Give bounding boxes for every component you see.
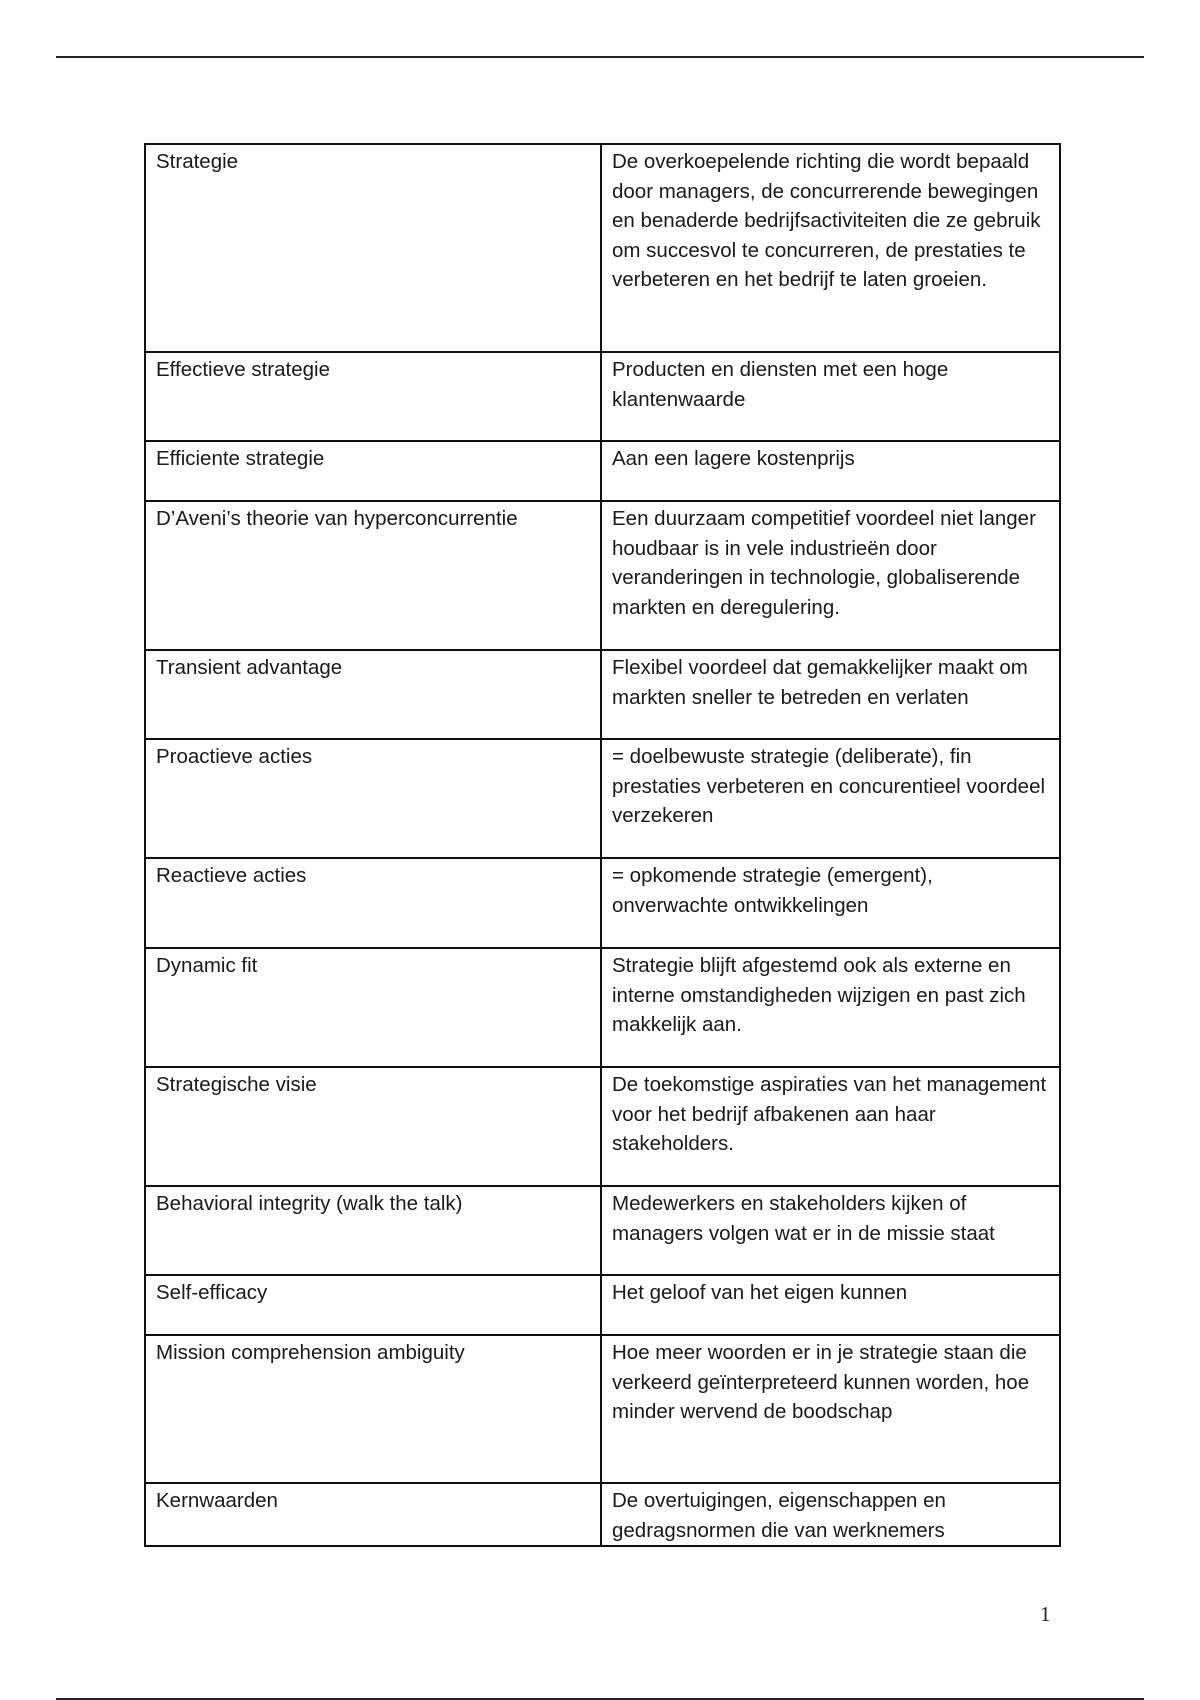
definition-cell: Aan een lagere kostenprijs: [601, 441, 1060, 501]
table-row: [145, 948, 1060, 1067]
table-row: [145, 144, 1060, 352]
table-row: [145, 1483, 1060, 1546]
term-cell: Kernwaarden: [145, 1483, 601, 1546]
term-cell: Reactieve acties: [145, 858, 601, 948]
term-cell: Self-efficacy: [145, 1275, 601, 1335]
table-row: [145, 650, 1060, 739]
definition-cell: Medewerkers en stakeholders kijken of managers volgen wat er in de missie staat: [601, 1186, 1060, 1275]
table-row: [145, 441, 1060, 501]
term-cell: Behavioral integrity (walk the talk): [145, 1186, 601, 1275]
definition-cell: De toekomstige aspiraties van het management voor het bedrijf afbakenen aan haar stakeholders.: [601, 1067, 1060, 1186]
term-cell: Transient advantage: [145, 650, 601, 739]
table-row: [145, 1335, 1060, 1483]
table-row: [145, 1186, 1060, 1275]
table-row: [145, 352, 1060, 441]
definition-cell: Strategie blijft afgestemd ook als externe en interne omstandigheden wijzigen en past zich makkelijk aan.: [601, 948, 1060, 1067]
glossary-table: [144, 143, 1061, 1547]
definition-cell: De overtuigingen, eigenschappen en gedragsnormen die van werknemers: [601, 1483, 1060, 1546]
definition-cell: = opkomende strategie (emergent), onverwachte ontwikkelingen: [601, 858, 1060, 948]
term-cell: Mission comprehension ambiguity: [145, 1335, 601, 1483]
term-cell: Strategische visie: [145, 1067, 601, 1186]
term-cell: D’Aveni’s theorie van hyperconcurrentie: [145, 501, 601, 650]
page-number: 1: [1040, 1602, 1051, 1626]
definition-cell: Producten en diensten met een hoge klantenwaarde: [601, 352, 1060, 441]
table-row: [145, 1275, 1060, 1335]
term-cell: Effectieve strategie: [145, 352, 601, 441]
header-rule: [56, 56, 1144, 58]
term-cell: Strategie: [145, 144, 601, 352]
table-row: [145, 739, 1060, 858]
definition-cell: De overkoepelende richting die wordt bepaald door managers, de concurrerende bewegingen en benaderde bedrijfsactiviteiten die ze gebruik om succesvol te concurreren, de prestaties te verbeteren en het bedrijf te laten groeien.: [601, 144, 1060, 352]
term-cell: Dynamic fit: [145, 948, 601, 1067]
table-row: [145, 501, 1060, 650]
table-row: [145, 1067, 1060, 1186]
definition-cell: Hoe meer woorden er in je strategie staan die verkeerd geïnterpreteerd kunnen worden, hoe minder wervend de boodschap: [601, 1335, 1060, 1483]
term-cell: Proactieve acties: [145, 739, 601, 858]
definition-cell: Een duurzaam competitief voordeel niet langer houdbaar is in vele industrieën door veranderingen in technologie, globaliserende markten en deregulering.: [601, 501, 1060, 650]
definition-cell: = doelbewuste strategie (deliberate), fin prestaties verbeteren en concurentieel voordeel verzekeren: [601, 739, 1060, 858]
definition-cell: Het geloof van het eigen kunnen: [601, 1275, 1060, 1335]
term-cell: Efficiente strategie: [145, 441, 601, 501]
definition-cell: Flexibel voordeel dat gemakkelijker maakt om markten sneller te betreden en verlaten: [601, 650, 1060, 739]
table-row: [145, 858, 1060, 948]
